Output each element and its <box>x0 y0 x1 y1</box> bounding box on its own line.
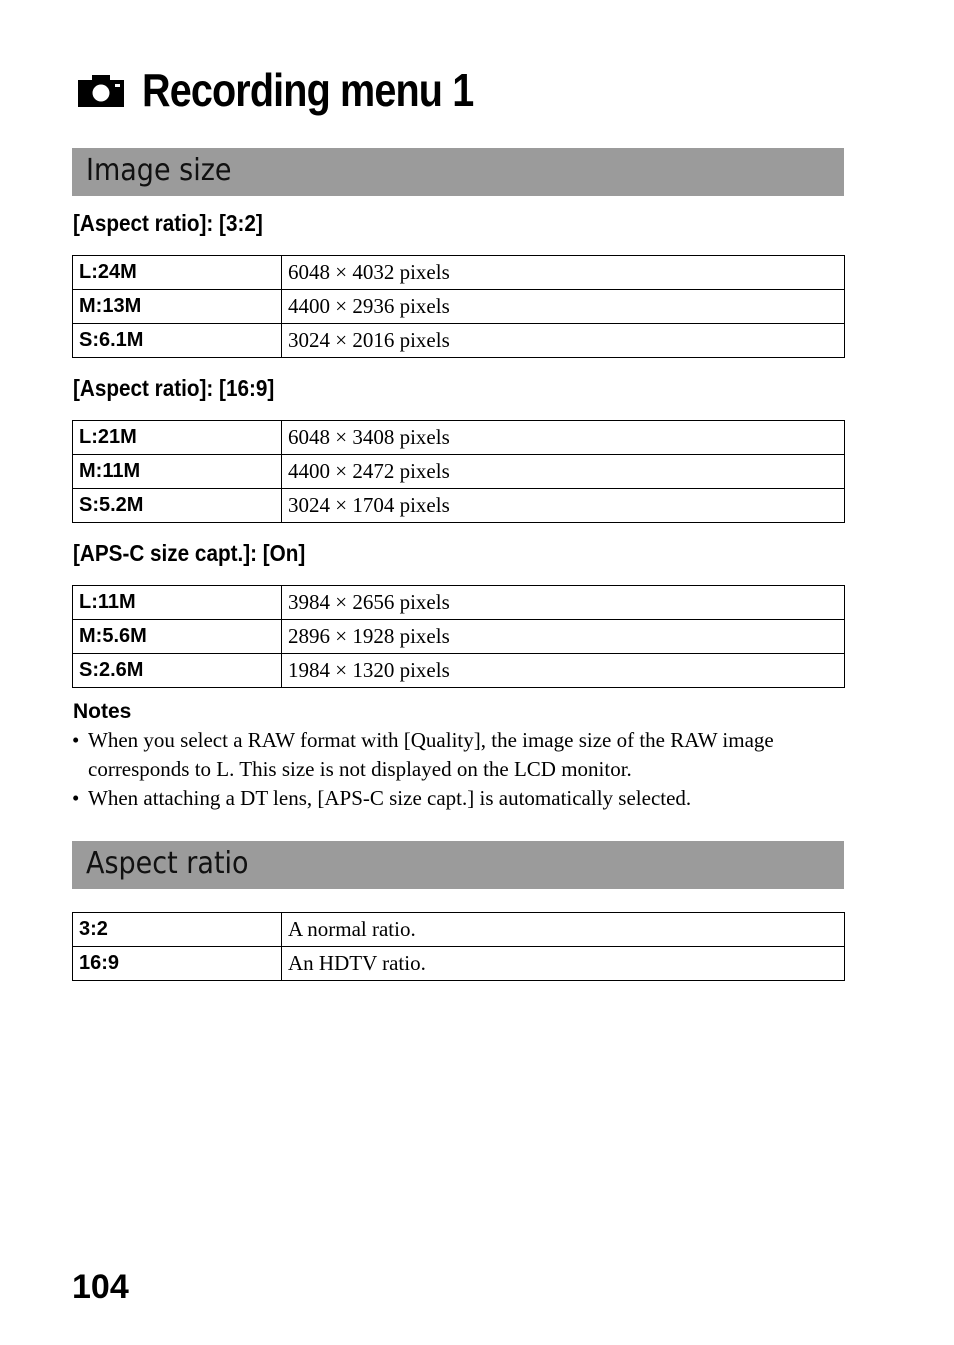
size-label: M:5.6M <box>73 620 282 654</box>
table-row <box>73 290 845 324</box>
pixel-value: 3024 × 2016 pixels <box>282 324 845 358</box>
pixel-value: 3024 × 1704 pixels <box>282 489 845 523</box>
section-heading-image-size: Image size <box>72 148 844 196</box>
pixel-value: 6048 × 4032 pixels <box>282 256 845 290</box>
size-label: L:24M <box>73 256 282 290</box>
ratio-label: 3:2 <box>73 913 282 947</box>
subheading-aspect-3-2: [Aspect ratio]: [3:2] <box>73 210 263 236</box>
pixel-value: 1984 × 1320 pixels <box>282 654 845 688</box>
size-label: M:13M <box>73 290 282 324</box>
image-size-table-3-2 <box>72 255 845 358</box>
table-row <box>73 455 845 489</box>
pixel-value: 2896 × 1928 pixels <box>282 620 845 654</box>
ratio-description: A normal ratio. <box>282 913 845 947</box>
page-title: Recording menu 1 <box>142 64 474 116</box>
bullet-icon: • <box>72 786 80 810</box>
table-row <box>73 421 845 455</box>
ratio-label: 16:9 <box>73 947 282 981</box>
aspect-ratio-table <box>72 912 845 981</box>
size-label: S:6.1M <box>73 324 282 358</box>
size-label: S:2.6M <box>73 654 282 688</box>
size-label: M:11M <box>73 455 282 489</box>
subheading-aps-c: [APS-C size capt.]: [On] <box>73 540 306 566</box>
list-item <box>72 726 852 784</box>
size-label: S:5.2M <box>73 489 282 523</box>
image-size-table-16-9 <box>72 420 845 523</box>
page-header <box>78 62 527 118</box>
list-item <box>72 784 852 813</box>
size-label: L:21M <box>73 421 282 455</box>
table-row <box>73 913 845 947</box>
camera-icon <box>78 73 124 107</box>
pixel-value: 4400 × 2936 pixels <box>282 290 845 324</box>
notes-title: Notes <box>73 700 132 723</box>
table-row <box>73 586 845 620</box>
table-row <box>73 324 845 358</box>
image-size-table-aps-c <box>72 585 845 688</box>
size-label: L:11M <box>73 586 282 620</box>
table-row <box>73 489 845 523</box>
table-row <box>73 620 845 654</box>
pixel-value: 4400 × 2472 pixels <box>282 455 845 489</box>
notes-list <box>72 726 852 813</box>
ratio-description: An HDTV ratio. <box>282 947 845 981</box>
note-text: When attaching a DT lens, [APS-C size capt.] is automatically selected. <box>88 786 692 810</box>
table-row <box>73 256 845 290</box>
pixel-value: 6048 × 3408 pixels <box>282 421 845 455</box>
table-row <box>73 654 845 688</box>
table-row <box>73 947 845 981</box>
note-text: When you select a RAW format with [Quality], the image size of the RAW image corresponds to L. This size is not displayed on the LCD monitor. <box>88 728 774 781</box>
page-number: 104 <box>72 1268 129 1306</box>
pixel-value: 3984 × 2656 pixels <box>282 586 845 620</box>
subheading-aspect-16-9: [Aspect ratio]: [16:9] <box>73 375 275 401</box>
bullet-icon: • <box>72 728 80 752</box>
section-heading-aspect-ratio: Aspect ratio <box>72 841 844 889</box>
